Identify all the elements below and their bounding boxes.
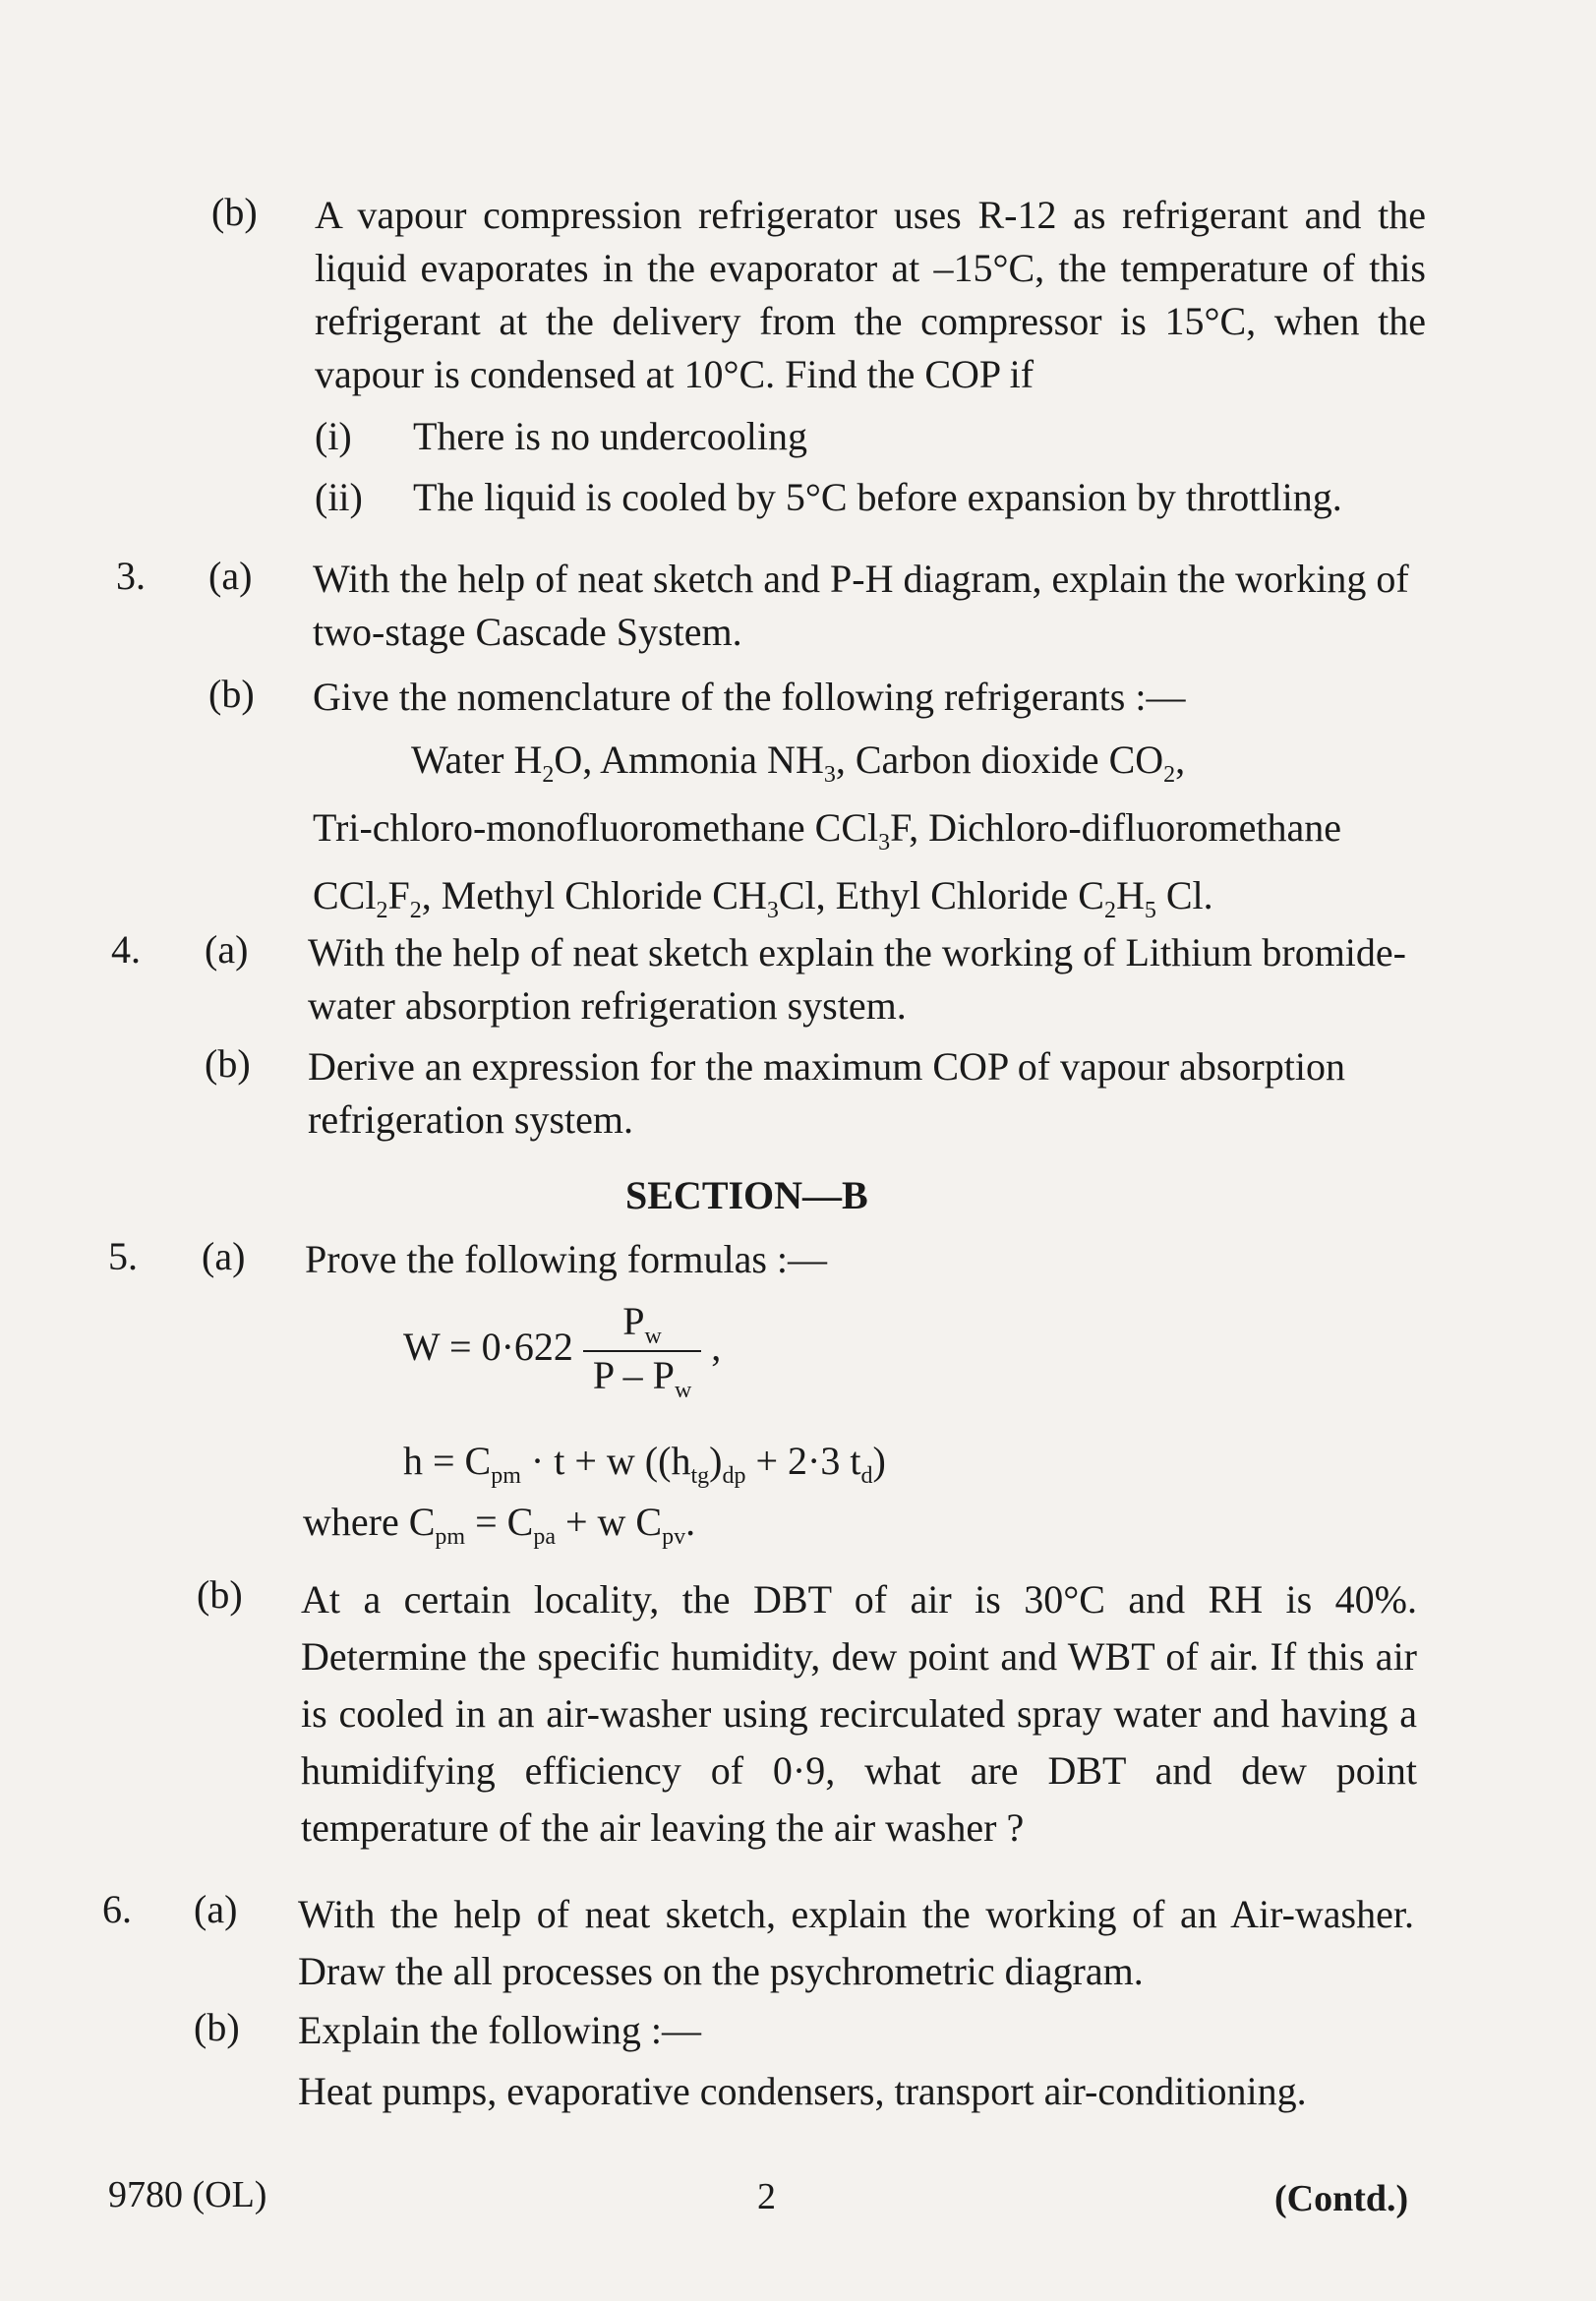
section-b-heading: SECTION—B (625, 1173, 868, 1217)
q5b-part: (b) (197, 1572, 243, 1617)
q4a-part: (a) (205, 927, 249, 972)
q5a-part: (a) (202, 1234, 246, 1278)
q3b-text: Give the nomenclature of the following refrigerants :— (313, 675, 1186, 719)
q3-number: 3. (116, 554, 146, 598)
q4-number: 4. (111, 927, 141, 972)
page-number: 2 (757, 2176, 776, 2217)
q4b-part: (b) (205, 1041, 251, 1086)
q6b-list: Heat pumps, evaporative condensers, transport air-conditioning. (298, 2069, 1307, 2113)
formula-w: W = 0·622 $\frac{P_w}{P - P_w}$ , (403, 1299, 722, 1403)
q3b-refrigerants: Water $H_2O$, Ammonia $NH_3$, Carbon dioxide $CO_2$, Tri-chloro-monofluoromethane CCl$_3$F, Dichloro-difluoromethane $CCl_2F_2$, Methyl Chloride $CH_3Cl$, Ethyl Chloride $C_2H_5$ Cl. (313, 738, 1342, 923)
formula-where: where $C_{pm} = C_{pa} + w$ $C_{pv}$. (303, 1500, 696, 1550)
q6a-part: (a) (194, 1887, 238, 1931)
q3b-part: (b) (208, 672, 255, 716)
q5a-text: Prove the following formulas :— (305, 1237, 828, 1281)
q6a-text: With the help of neat sketch, explain the working of an Air-washer. Draw the all processes on the psychrometric diagram. (298, 1892, 1414, 1993)
q3a-text: With the help of neat sketch and P-H diagram, explain the working of two-stage Cascade System. (313, 557, 1409, 654)
q4b-text: Derive an expression for the maximum COP of vapour absorption refrigeration system. (308, 1044, 1345, 1142)
q6-number: 6. (102, 1887, 132, 1931)
q5-number: 5. (108, 1234, 138, 1278)
q2b-i-label: (i) (315, 414, 352, 458)
q2b-ii-label: (ii) (315, 475, 363, 519)
q2b-ii-text: The liquid is cooled by 5°C before expansion by throttling. (413, 475, 1342, 519)
contd-label: (Contd.) (1274, 2178, 1409, 2219)
q6b-text: Explain the following :— (298, 2008, 701, 2052)
q2b-part: (b) (211, 190, 258, 234)
q5b-text: At a certain locality, the DBT of air is 30°C and RH is 40%. Determine the specific humidity, dew point and WBT of air. If this air is cooled in an air-washer using recirculated spray water and having a humidifying efficiency of 0·9, what are DBT and dew point temperature of the air leaving the air washer ? (301, 1577, 1417, 1850)
formula-h: $h = C_{pm} \cdot t + w$ ($(h_{tg})_{dp} + 2\cdot 3$ $t_d$) (403, 1439, 886, 1489)
q6b-part: (b) (194, 2005, 240, 2049)
q4a-text: With the help of neat sketch explain the working of Lithium bromide-water absorption refrigeration system. (308, 930, 1406, 1028)
paper-code: 9780 (OL) (108, 2174, 267, 2215)
q2b-text: A vapour compression refrigerator uses R-12 as refrigerant and the liquid evaporates in the evaporator at –15°C, the temperature of this refrigerant at the delivery from the compressor is 15°C, when the vapour is condensed at 10°C. Find the COP if (315, 193, 1426, 396)
where-word: where (303, 1500, 399, 1544)
q3a-part: (a) (208, 554, 253, 598)
q2b-i-text: There is no undercooling (413, 414, 807, 458)
